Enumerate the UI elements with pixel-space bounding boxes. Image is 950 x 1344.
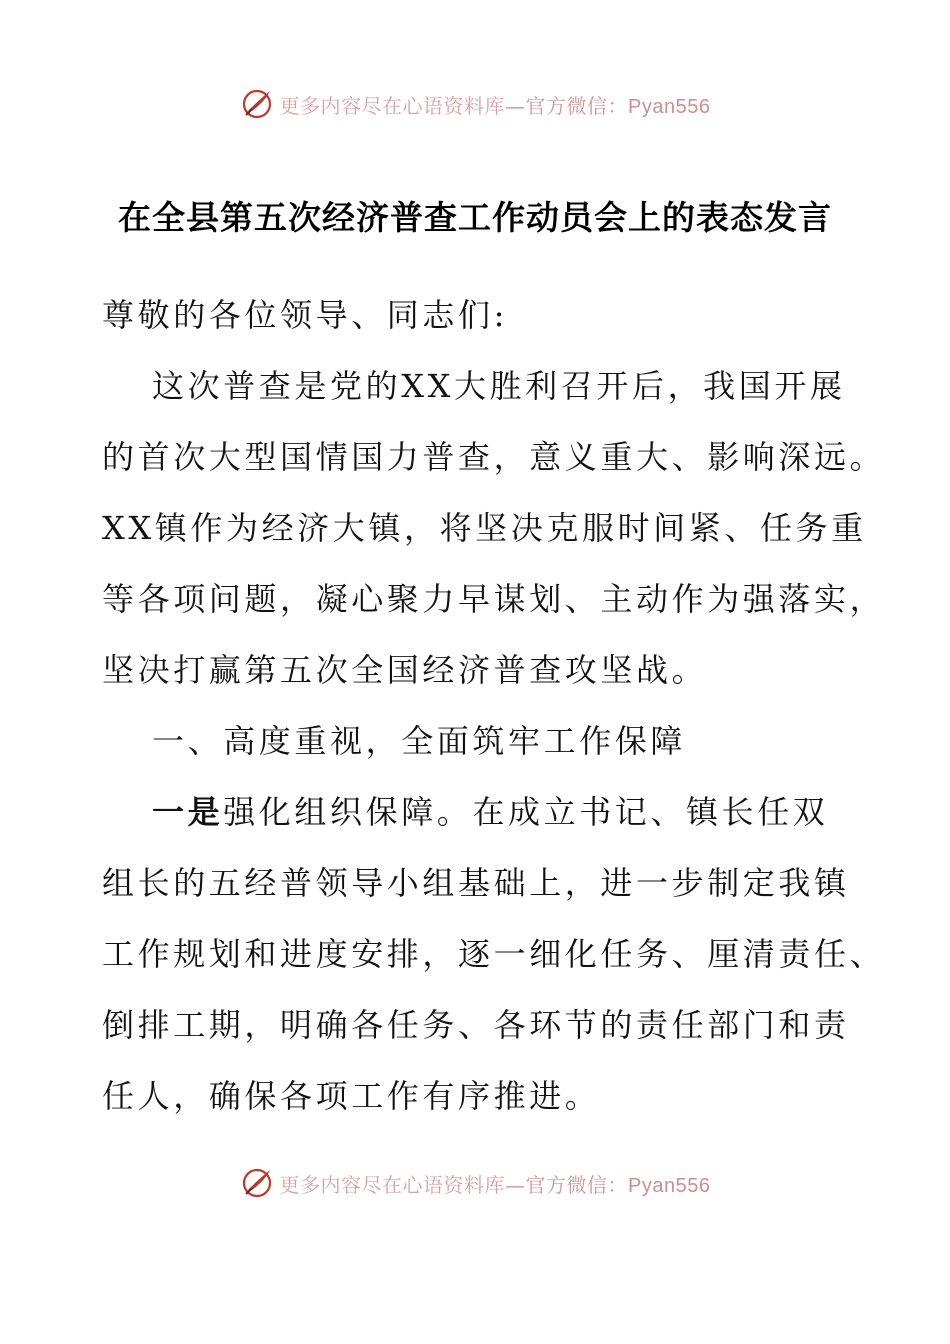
watermark-separator: — [505, 1172, 526, 1197]
watermark-official-label: 官方微信： [525, 93, 629, 118]
point-lead: 一是 [152, 793, 224, 831]
watermark-separator: — [505, 93, 526, 118]
paragraph-line: 倒排工期，明确各任务、各环节的责任部门和责 [102, 1006, 850, 1044]
paragraph-line: 组长的五经普领导小组基础上，进一步制定我镇 [102, 864, 850, 902]
watermark-wechat-id: Pyan556 [628, 95, 711, 118]
paragraph-line: 坚决打赢第五次全国经济普查攻坚战。 [102, 651, 708, 689]
quill-logo-icon [240, 87, 274, 121]
paragraph-line: 任人，确保各项工作有序推进。 [102, 1077, 601, 1115]
watermark-wechat-id: Pyan556 [628, 1174, 711, 1197]
watermark-official-label: 官方微信： [525, 1172, 629, 1197]
paragraph-line: XX镇作为经济大镇，将坚决克服时间紧、任务重 [102, 509, 867, 547]
section-heading: 一、高度重视，全面筑牢工作保障 [152, 722, 687, 760]
document-title: 在全县第五次经济普查工作动员会上的表态发言 [118, 198, 832, 237]
paragraph-line: 这次普查是党的XX大胜利召开后，我国开展 [152, 367, 846, 405]
watermark-footer [0, 1163, 950, 1203]
watermark-header [0, 84, 950, 124]
paragraph-line: 工作规划和进度安排，逐一细化任务、厘清责任、 [102, 935, 886, 973]
point-first-line-text: 强化组织保障。在成立书记、镇长任双 [223, 793, 829, 831]
point-first-line [102, 777, 862, 848]
watermark-text [280, 1169, 711, 1198]
watermark-brand: 更多内容尽在心语资料库 [279, 1172, 506, 1197]
watermark-text [280, 90, 711, 119]
salutation: 尊敬的各位领导、同志们: [102, 296, 508, 334]
document-body [102, 280, 886, 1132]
quill-logo-icon [240, 1166, 274, 1200]
paragraph-line: 的首次大型国情国力普查，意义重大、影响深远。 [102, 438, 886, 476]
watermark-brand: 更多内容尽在心语资料库 [279, 93, 506, 118]
paragraph-line: 等各项问题，凝心聚力早谋划、主动作为强落实， [102, 580, 886, 618]
